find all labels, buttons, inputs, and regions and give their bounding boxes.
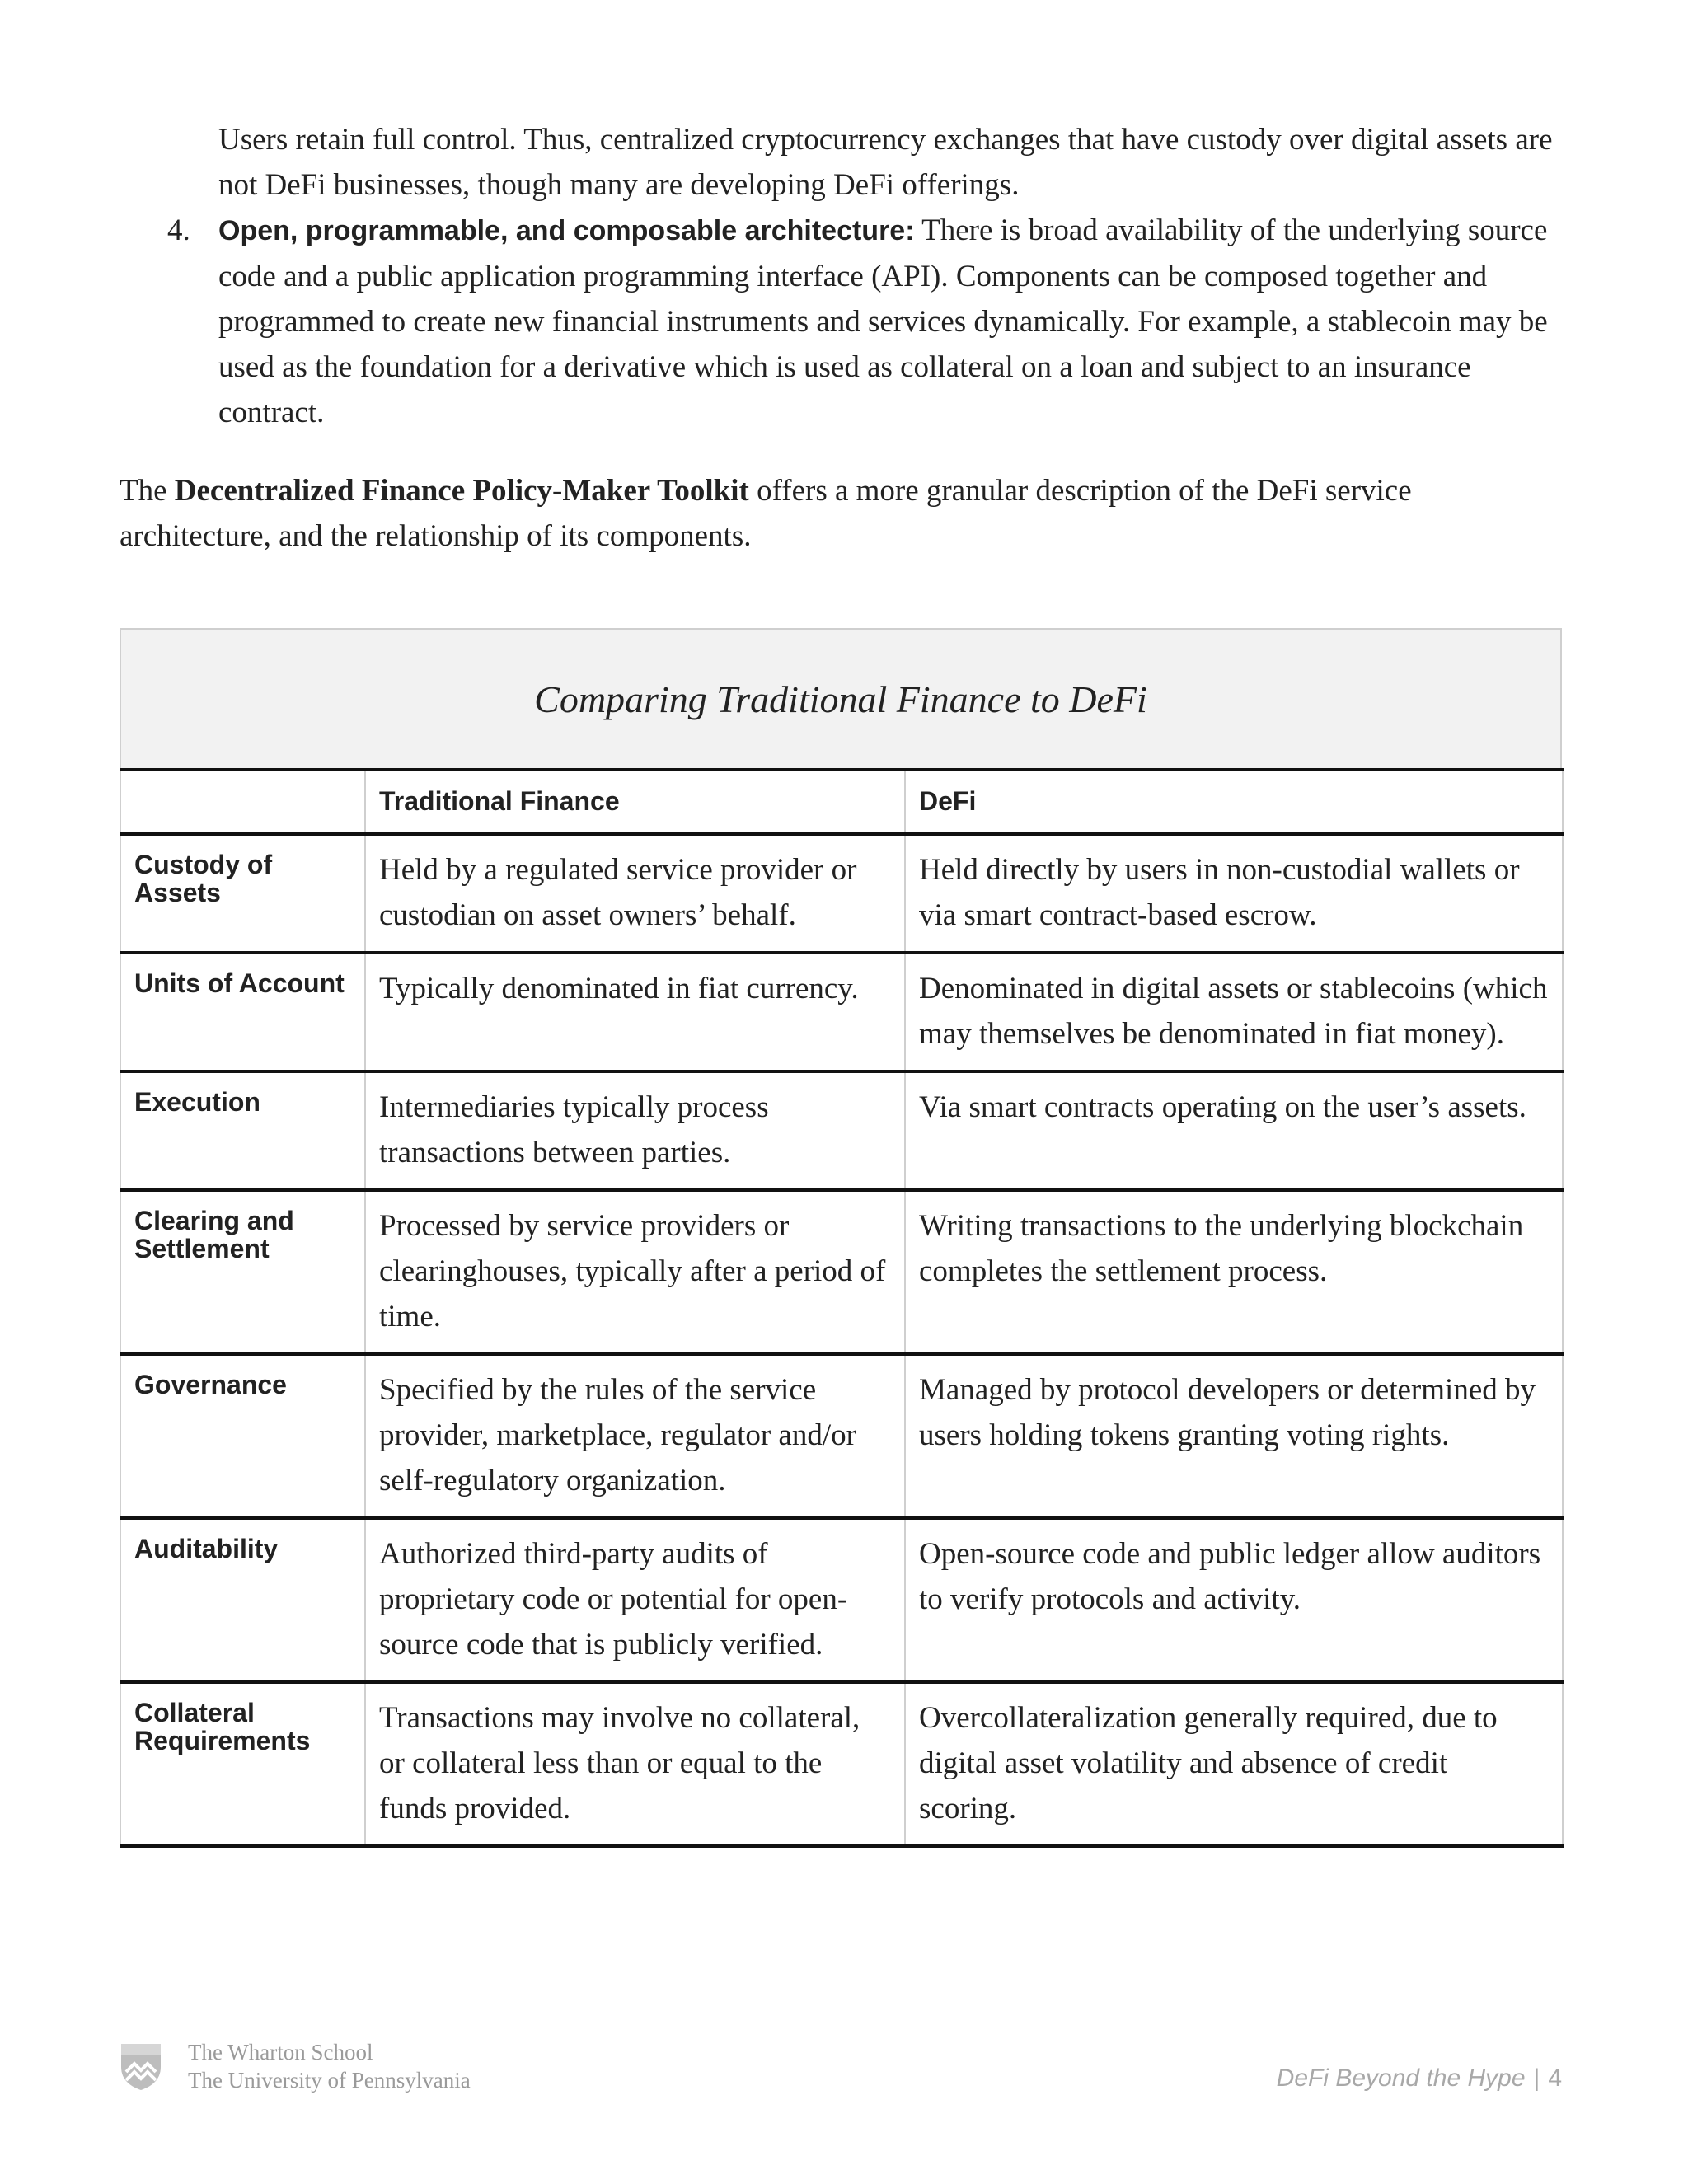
list-item-paragraph xyxy=(218,208,1570,435)
footer-org-line-2: The University of Pennsylvania xyxy=(188,2068,471,2093)
defi-cell: Denominated in digital assets or stablecoins (which may themselves be denominated in fiat money). xyxy=(905,953,1563,1071)
row-label: Execution xyxy=(120,1071,365,1190)
table-row xyxy=(120,1682,1563,1846)
footer-separator: | xyxy=(1533,2064,1540,2092)
defi-cell: Overcollateralization generally required, due to digital asset volatility and absence of credit scoring. xyxy=(905,1682,1563,1846)
table-row xyxy=(120,1071,1563,1190)
table-title: Comparing Traditional Finance to DeFi xyxy=(120,628,1562,768)
page-number: 4 xyxy=(1548,2064,1562,2092)
row-label: Units of Account xyxy=(120,953,365,1071)
defi-cell: Via smart contracts operating on the user’s assets. xyxy=(905,1071,1563,1190)
traditional-cell: Processed by service providers or clearinghouses, typically after a period of time. xyxy=(365,1190,905,1354)
defi-cell: Managed by protocol developers or determined by users holding tokens granting voting rights. xyxy=(905,1354,1563,1518)
traditional-cell: Authorized third-party audits of proprietary code or potential for open-source code that is publicly verified. xyxy=(365,1518,905,1682)
comparison-table xyxy=(120,768,1564,1848)
traditional-cell: Intermediaries typically process transactions between parties. xyxy=(365,1071,905,1190)
traditional-cell: Transactions may involve no collateral, or collateral less than or equal to the funds provided. xyxy=(365,1682,905,1846)
comparison-table-container xyxy=(120,628,1562,1848)
row-label: Custody of Assets xyxy=(120,834,365,953)
footer-page-info xyxy=(1277,2064,1562,2093)
table-row xyxy=(120,834,1563,953)
header-defi: DeFi xyxy=(905,770,1563,834)
defi-cell: Open-source code and public ledger allow auditors to verify protocols and activity. xyxy=(905,1518,1563,1682)
table-row xyxy=(120,953,1563,1071)
traditional-cell: Specified by the rules of the service provider, marketplace, regulator and/or self-regulatory organization. xyxy=(365,1354,905,1518)
toolkit-title: Decentralized Finance Policy-Maker Toolkit xyxy=(174,474,749,508)
intro-prefix: The xyxy=(120,474,175,508)
row-label: Clearing and Settlement xyxy=(120,1190,365,1354)
header-traditional-finance: Traditional Finance xyxy=(365,770,905,834)
table-row xyxy=(120,1354,1563,1518)
defi-cell: Held directly by users in non-custodial wallets or via smart contract-based escrow. xyxy=(905,834,1563,953)
list-item-number: 4. xyxy=(167,213,190,247)
list-item-heading: Open, programmable, and composable architecture: xyxy=(218,215,915,246)
table-row xyxy=(120,1190,1563,1354)
table-row xyxy=(120,1518,1563,1682)
table-header-row xyxy=(120,770,1563,834)
continuation-paragraph: Users retain full control. Thus, centralized cryptocurrency exchanges that have custody over digital assets are not DeFi businesses, though many are developing DeFi offerings. xyxy=(218,123,1553,202)
traditional-cell: Held by a regulated service provider or custodian on asset owners’ behalf. xyxy=(365,834,905,953)
row-label: Auditability xyxy=(120,1518,365,1682)
penn-shield-icon xyxy=(120,2042,162,2092)
footer-organization xyxy=(188,2038,471,2094)
intro-paragraph xyxy=(120,468,1570,559)
intro-suffix: offers a more granular description of the DeFi service architecture, and the relationship of its components. xyxy=(120,474,1412,553)
footer-org-line-1: The Wharton School xyxy=(188,2040,373,2064)
row-label: Governance xyxy=(120,1354,365,1518)
traditional-cell: Typically denominated in fiat currency. xyxy=(365,953,905,1071)
list-item-text: There is broad availability of the underlying source code and a public application programming interface (API). Components can be composed together and programmed to create new financial instruments and services dynamically. For example, a stablecoin may be used as the foundation for a derivative which is used as collateral on a loan and subject to an insurance contract. xyxy=(218,213,1548,429)
row-label: Collateral Requirements xyxy=(120,1682,365,1846)
header-empty xyxy=(120,770,365,834)
defi-cell: Writing transactions to the underlying blockchain completes the settlement process. xyxy=(905,1190,1563,1354)
footer-doc-title: DeFi Beyond the Hype xyxy=(1276,2064,1526,2092)
